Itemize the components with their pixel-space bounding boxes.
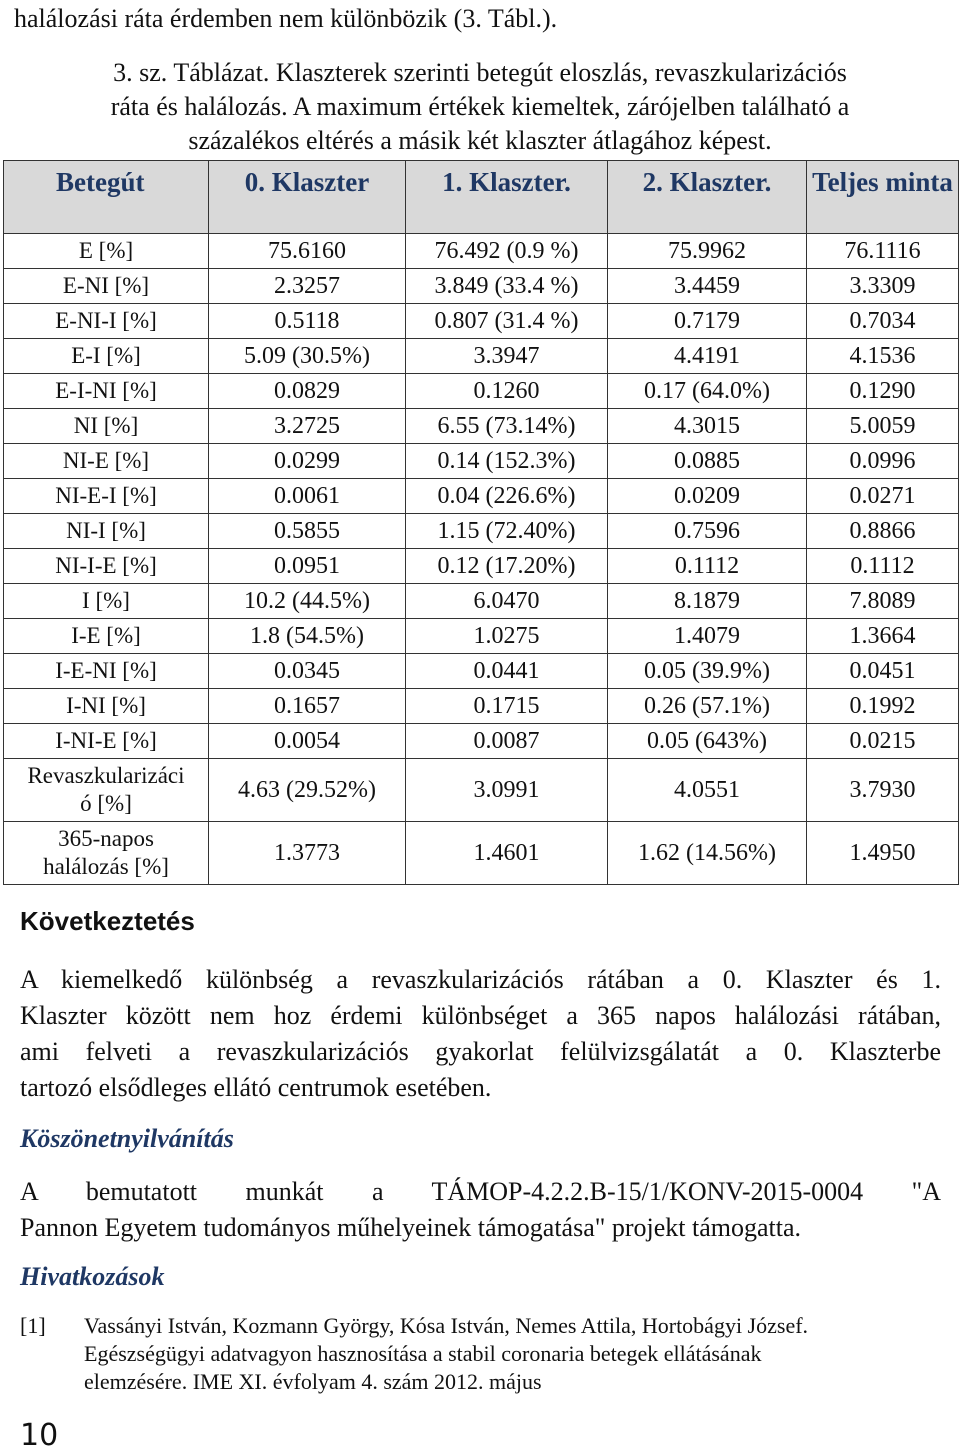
row-label: I-E-NI [%] bbox=[4, 654, 209, 689]
row-label: E-NI [%] bbox=[4, 269, 209, 304]
table-row bbox=[4, 234, 959, 269]
table-cell: 0.1657 bbox=[209, 689, 406, 724]
row-label: I [%] bbox=[4, 584, 209, 619]
table-cell: 6.55 (73.14%) bbox=[406, 409, 608, 444]
table-caption bbox=[0, 56, 960, 158]
table-row bbox=[4, 724, 959, 759]
table-row bbox=[4, 304, 959, 339]
table-row bbox=[4, 619, 959, 654]
table-cell: 0.0951 bbox=[209, 549, 406, 584]
table-cell: 0.12 (17.20%) bbox=[406, 549, 608, 584]
table-cell: 0.04 (226.6%) bbox=[406, 479, 608, 514]
table-cell: 6.0470 bbox=[406, 584, 608, 619]
table-cell: 3.3309 bbox=[807, 269, 959, 304]
header-klaszter-2: 2. Klaszter. bbox=[608, 161, 807, 234]
table-cell: 1.15 (72.40%) bbox=[406, 514, 608, 549]
table-cell: 0.1715 bbox=[406, 689, 608, 724]
header-betegut: Betegút bbox=[4, 161, 209, 234]
table-cell: 0.05 (39.9%) bbox=[608, 654, 807, 689]
table-cell: 0.8866 bbox=[807, 514, 959, 549]
table-cell: 0.0451 bbox=[807, 654, 959, 689]
paragraph-line: A kiemelkedő különbség a revaszkularizációs rátában a 0. Klaszter és 1. bbox=[20, 965, 941, 994]
table-cell: 0.0345 bbox=[209, 654, 406, 689]
acknowledgement-heading: Köszönetnyilvánítás bbox=[20, 1124, 234, 1153]
conclusion-paragraph bbox=[20, 962, 941, 1106]
table-cell: 1.4601 bbox=[406, 822, 608, 885]
table-cell: 4.4191 bbox=[608, 339, 807, 374]
acknowledgement-paragraph bbox=[20, 1174, 941, 1246]
row-label: NI-E [%] bbox=[4, 444, 209, 479]
table-row bbox=[4, 689, 959, 724]
table-cell: 0.807 (31.4 %) bbox=[406, 304, 608, 339]
row-label: NI-I-E [%] bbox=[4, 549, 209, 584]
row-label: I-NI [%] bbox=[4, 689, 209, 724]
table-cell: 1.4950 bbox=[807, 822, 959, 885]
table-cell: 0.17 (64.0%) bbox=[608, 374, 807, 409]
caption-line: ráta és halálozás. A maximum értékek kiemeltek, zárójelben található a bbox=[110, 92, 850, 121]
row-label-line: Revaszkularizáci bbox=[27, 763, 185, 788]
table-cell: 10.2 (44.5%) bbox=[209, 584, 406, 619]
table-cell: 4.0551 bbox=[608, 759, 807, 822]
table-cell: 5.09 (30.5%) bbox=[209, 339, 406, 374]
caption-line: 3. sz. Táblázat. Klaszterek szerinti betegút eloszlás, revaszkularizációs bbox=[113, 58, 847, 87]
reference-number: [1] bbox=[20, 1313, 46, 1338]
table-row bbox=[4, 514, 959, 549]
table-cell: 0.1112 bbox=[807, 549, 959, 584]
table-cell: 0.14 (152.3%) bbox=[406, 444, 608, 479]
table-cell: 75.9962 bbox=[608, 234, 807, 269]
reference-text bbox=[84, 1312, 924, 1396]
row-label: NI-E-I [%] bbox=[4, 479, 209, 514]
table-cell: 7.8089 bbox=[807, 584, 959, 619]
table-row bbox=[4, 374, 959, 409]
table-cell: 0.7179 bbox=[608, 304, 807, 339]
row-label: NI-I [%] bbox=[4, 514, 209, 549]
table-cell: 0.1260 bbox=[406, 374, 608, 409]
paragraph-line: Pannon Egyetem tudományos műhelyeinek támogatása" projekt támogatta. bbox=[20, 1213, 802, 1242]
reference-line: Egészségügyi adatvagyon hasznosítása a stabil coronaria betegek ellátásának bbox=[84, 1341, 762, 1366]
row-label bbox=[4, 822, 209, 885]
references-heading: Hivatkozások bbox=[20, 1262, 165, 1291]
table-cell: 0.0441 bbox=[406, 654, 608, 689]
header-teljes-minta: Teljes minta bbox=[807, 161, 959, 234]
table-cell: 0.05 (643%) bbox=[608, 724, 807, 759]
row-label-line: halálozás [%] bbox=[43, 854, 169, 879]
table-cell: 3.3947 bbox=[406, 339, 608, 374]
table-cell: 3.7930 bbox=[807, 759, 959, 822]
paragraph-line: tartozó elsődleges ellátó centrumok esetében. bbox=[20, 1073, 492, 1102]
table-cell: 0.5118 bbox=[209, 304, 406, 339]
table-cell: 2.3257 bbox=[209, 269, 406, 304]
table-cell: 1.3664 bbox=[807, 619, 959, 654]
table-row bbox=[4, 339, 959, 374]
table-cell: 1.0275 bbox=[406, 619, 608, 654]
row-label-line: ó [%] bbox=[80, 791, 132, 816]
table-cell: 0.1992 bbox=[807, 689, 959, 724]
table-cell: 0.1290 bbox=[807, 374, 959, 409]
table-cell: 0.0996 bbox=[807, 444, 959, 479]
table-cell: 0.0885 bbox=[608, 444, 807, 479]
page-number: 10 bbox=[20, 1418, 59, 1453]
conclusion-heading: Következtetés bbox=[20, 906, 195, 936]
table-cell: 0.0271 bbox=[807, 479, 959, 514]
intro-text: halálozási ráta érdemben nem különbözik (3. Tábl.). bbox=[14, 4, 558, 33]
table-cell: 0.7596 bbox=[608, 514, 807, 549]
row-label: I-E [%] bbox=[4, 619, 209, 654]
table-header-row bbox=[4, 161, 959, 234]
row-label: NI [%] bbox=[4, 409, 209, 444]
table-cell: 8.1879 bbox=[608, 584, 807, 619]
table-row bbox=[4, 822, 959, 885]
table-cell: 1.3773 bbox=[209, 822, 406, 885]
table-cell: 0.0829 bbox=[209, 374, 406, 409]
paragraph-line: Klaszter között nem hoz érdemi különbséget a 365 napos halálozási rátában, bbox=[20, 1001, 941, 1030]
table-cell: 0.0215 bbox=[807, 724, 959, 759]
table-cell: 0.5855 bbox=[209, 514, 406, 549]
table-cell: 3.849 (33.4 %) bbox=[406, 269, 608, 304]
paragraph-line: A bemutatott munkát a TÁMOP-4.2.2.B-15/1/KONV-2015-0004 "A bbox=[20, 1177, 941, 1206]
table-cell: 4.1536 bbox=[807, 339, 959, 374]
table-row bbox=[4, 759, 959, 822]
table-cell: 3.4459 bbox=[608, 269, 807, 304]
header-klaszter-1: 1. Klaszter. bbox=[406, 161, 608, 234]
table-cell: 0.0061 bbox=[209, 479, 406, 514]
table-cell: 75.6160 bbox=[209, 234, 406, 269]
table-cell: 0.26 (57.1%) bbox=[608, 689, 807, 724]
table-row bbox=[4, 269, 959, 304]
header-klaszter-0: 0. Klaszter bbox=[209, 161, 406, 234]
row-label-line: 365-napos bbox=[58, 826, 154, 851]
table-cell: 0.0299 bbox=[209, 444, 406, 479]
table-row bbox=[4, 409, 959, 444]
table-cell: 0.7034 bbox=[807, 304, 959, 339]
table-cell: 4.3015 bbox=[608, 409, 807, 444]
table-cell: 5.0059 bbox=[807, 409, 959, 444]
row-label: E-NI-I [%] bbox=[4, 304, 209, 339]
row-label: E [%] bbox=[4, 234, 209, 269]
table-cell: 0.0054 bbox=[209, 724, 406, 759]
table-cell: 1.4079 bbox=[608, 619, 807, 654]
table-cell: 1.62 (14.56%) bbox=[608, 822, 807, 885]
table-row bbox=[4, 444, 959, 479]
table-row bbox=[4, 584, 959, 619]
caption-line: százalékos eltérés a másik két klaszter átlagához képest. bbox=[188, 126, 772, 155]
reference-line: Vassányi István, Kozmann György, Kósa István, Nemes Attila, Hortobágyi József. bbox=[84, 1313, 809, 1338]
paragraph-line: ami felveti a revaszkularizációs gyakorlat felülvizsgálatát a 0. Klaszterbe bbox=[20, 1037, 941, 1066]
table-cell: 0.0209 bbox=[608, 479, 807, 514]
row-label bbox=[4, 759, 209, 822]
table-cell: 1.8 (54.5%) bbox=[209, 619, 406, 654]
cluster-table bbox=[3, 160, 959, 885]
row-label: I-NI-E [%] bbox=[4, 724, 209, 759]
table-cell: 76.492 (0.9 %) bbox=[406, 234, 608, 269]
table-row bbox=[4, 654, 959, 689]
table-cell: 0.0087 bbox=[406, 724, 608, 759]
reference-line: elemzésére. IME XI. évfolyam 4. szám 2012. május bbox=[84, 1369, 542, 1394]
table-row bbox=[4, 549, 959, 584]
table-cell: 4.63 (29.52%) bbox=[209, 759, 406, 822]
table-cell: 3.0991 bbox=[406, 759, 608, 822]
row-label: E-I [%] bbox=[4, 339, 209, 374]
row-label: E-I-NI [%] bbox=[4, 374, 209, 409]
table-cell: 0.1112 bbox=[608, 549, 807, 584]
table-cell: 3.2725 bbox=[209, 409, 406, 444]
table-cell: 76.1116 bbox=[807, 234, 959, 269]
table-row bbox=[4, 479, 959, 514]
